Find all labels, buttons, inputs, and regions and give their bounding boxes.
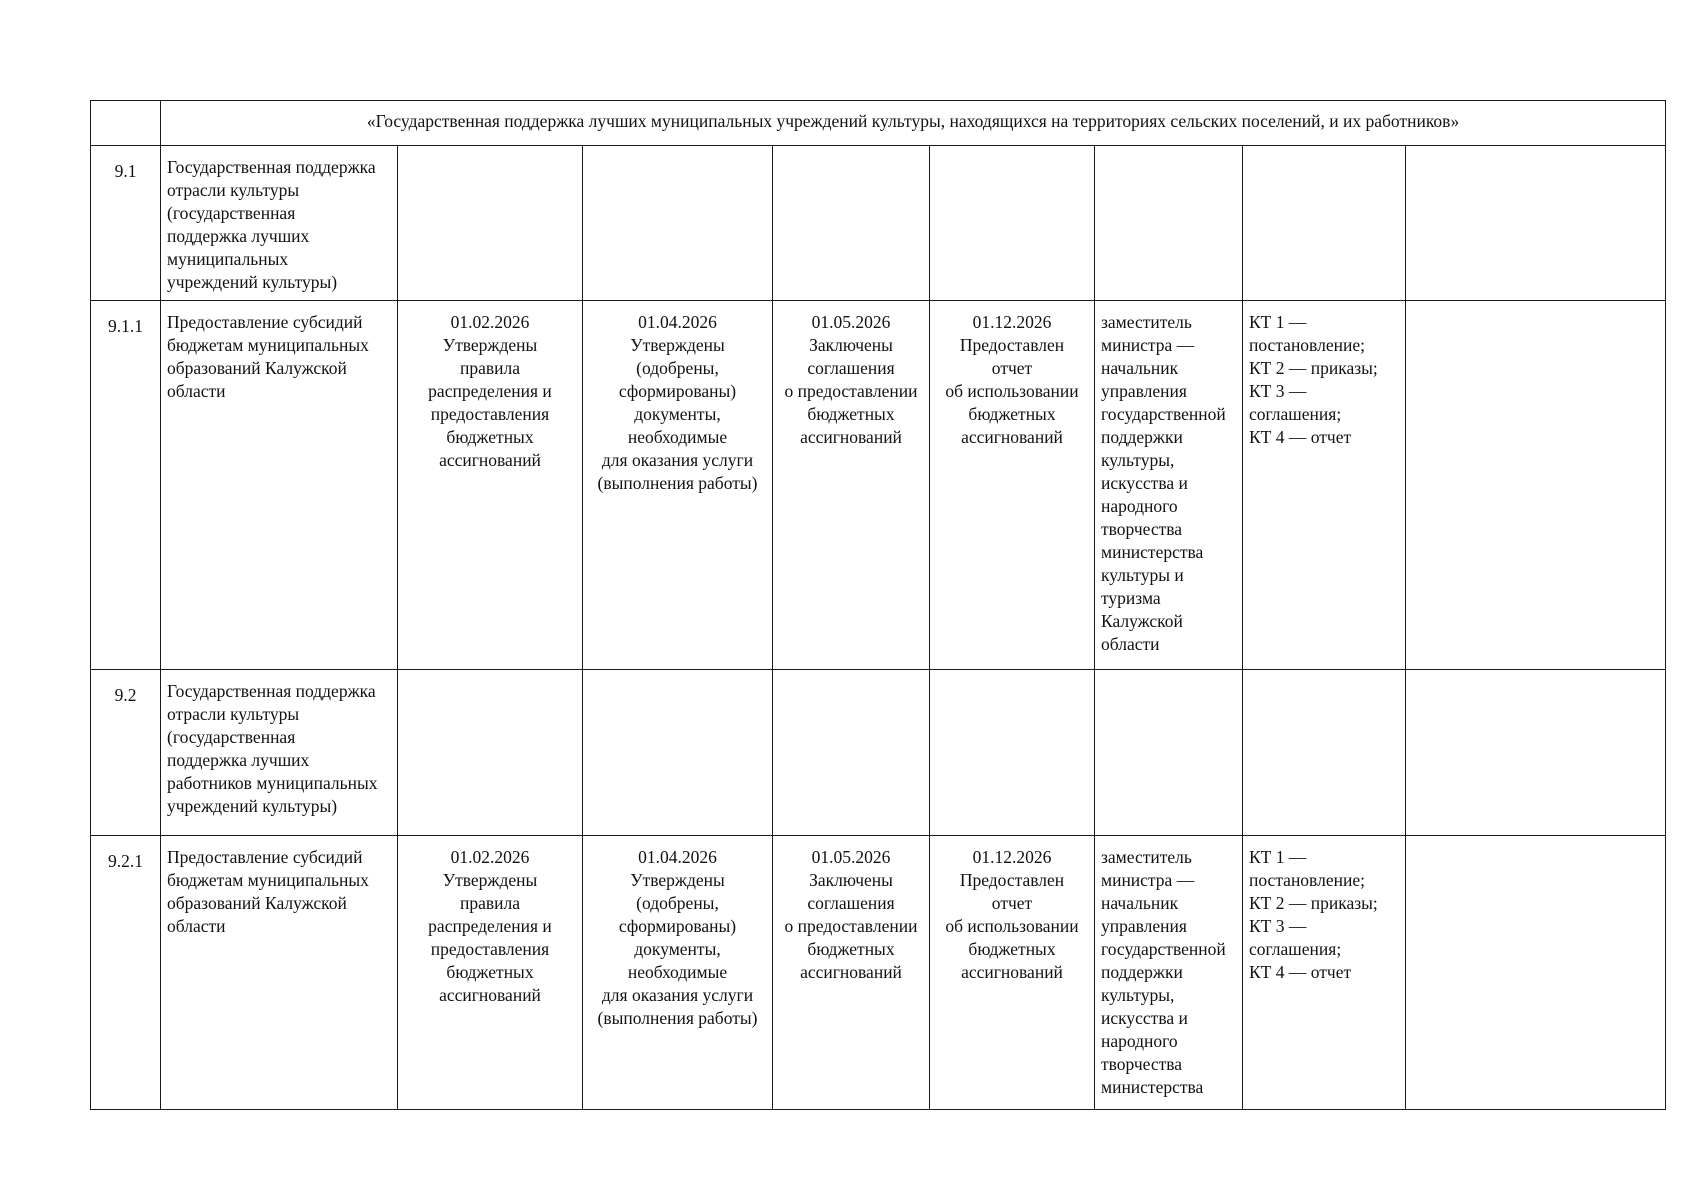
- empty-cell: [398, 670, 583, 836]
- checkpoint-text: для оказания услуги: [601, 450, 754, 470]
- row-name-cell: [161, 670, 398, 836]
- empty-cell: [398, 146, 583, 301]
- checkpoint-text: Заключены: [809, 335, 893, 355]
- checkpoint-date: 01.05.2026: [811, 847, 891, 867]
- document-line: КТ 2 — приказы;: [1249, 358, 1378, 378]
- responsible-line: культуры,: [1101, 985, 1175, 1005]
- checkpoint-text: Предоставлен: [959, 335, 1065, 355]
- responsible-line: Калужской: [1101, 611, 1183, 631]
- table-row: [91, 836, 1666, 1110]
- document-line: КТ 4 — отчет: [1249, 427, 1352, 447]
- responsible-line: искусства и: [1101, 1008, 1188, 1028]
- checkpoint-text: ассигнований: [800, 427, 902, 447]
- checkpoint-text: бюджетных: [446, 427, 534, 447]
- checkpoint-text: документы,: [634, 404, 721, 424]
- table-row: [91, 670, 1666, 836]
- checkpoint-text: ассигнований: [800, 962, 902, 982]
- document-line: КТ 2 — приказы;: [1249, 893, 1378, 913]
- checkpoint-text: бюджетных: [807, 939, 895, 959]
- checkpoint-text: распределения и: [428, 381, 552, 401]
- responsible-line: поддержки: [1101, 427, 1183, 447]
- row-name-line: работников муниципальных: [167, 773, 378, 793]
- responsible-line: туризма: [1101, 588, 1161, 608]
- checkpoint-2-cell: [583, 301, 773, 670]
- responsible-line: министра —: [1101, 335, 1195, 355]
- checkpoint-text: Заключены: [809, 870, 893, 890]
- checkpoint-text: бюджетных: [446, 962, 534, 982]
- empty-cell: [1406, 301, 1666, 670]
- checkpoint-text: бюджетных: [968, 939, 1056, 959]
- row-name-cell: [161, 146, 398, 301]
- document-line: КТ 3 —: [1249, 916, 1307, 936]
- responsible-line: искусства и: [1101, 473, 1188, 493]
- checkpoint-date: 01.02.2026: [450, 312, 530, 332]
- checkpoint-text: распределения и: [428, 916, 552, 936]
- responsible-line: управления: [1101, 381, 1187, 401]
- row-name-line: поддержка лучших: [167, 750, 310, 770]
- responsible-line: министра —: [1101, 870, 1195, 890]
- checkpoint-text: о предоставлении: [784, 916, 918, 936]
- checkpoint-1-cell: [398, 836, 583, 1110]
- checkpoint-text: сформированы): [618, 381, 737, 401]
- checkpoint-text: Утверждены: [630, 870, 725, 890]
- checkpoint-text: документы,: [634, 939, 721, 959]
- checkpoint-text: отчет: [991, 893, 1033, 913]
- responsible-line: заместитель: [1101, 312, 1192, 332]
- document-line: соглашения;: [1249, 404, 1342, 424]
- responsible-line: творчества: [1101, 1054, 1183, 1074]
- row-name-line: образований Калужской: [167, 358, 347, 378]
- row-name-line: Государственная поддержка: [167, 681, 376, 701]
- row-name-line: образований Калужской: [167, 893, 347, 913]
- documents-cell: [1243, 836, 1406, 1110]
- checkpoint-text: Утверждены: [442, 870, 538, 890]
- checkpoint-4-cell: [930, 836, 1095, 1110]
- document-line: КТ 1 —: [1249, 312, 1307, 332]
- row-name-line: области: [167, 916, 226, 936]
- checkpoint-text: ассигнований: [961, 427, 1063, 447]
- checkpoint-text: (выполнения работы): [597, 473, 758, 493]
- document-line: КТ 4 — отчет: [1249, 962, 1352, 982]
- checkpoint-text: соглашения: [807, 358, 895, 378]
- responsible-line: министерства: [1101, 542, 1204, 562]
- checkpoint-text: бюджетных: [807, 404, 895, 424]
- empty-cell: [930, 146, 1095, 301]
- row-number: 9.1: [91, 146, 161, 301]
- plan-table: [90, 100, 1666, 1110]
- empty-cell: [773, 146, 930, 301]
- document-line: постановление;: [1249, 870, 1365, 890]
- header-number-cell: [91, 101, 161, 146]
- checkpoint-text: об использовании: [945, 381, 1079, 401]
- section-title: «Государственная поддержка лучших муниципальных учреждений культуры, находящихся на территориях сельских поселений, и их работников»: [161, 101, 1666, 146]
- checkpoint-text: об использовании: [945, 916, 1079, 936]
- checkpoint-date: 01.12.2026: [972, 312, 1052, 332]
- row-name-line: бюджетам муниципальных: [167, 335, 369, 355]
- empty-cell: [1243, 670, 1406, 836]
- checkpoint-1-cell: [398, 301, 583, 670]
- row-name-line: отрасли культуры: [167, 180, 300, 200]
- document-line: соглашения;: [1249, 939, 1342, 959]
- checkpoint-text: необходимые: [627, 427, 728, 447]
- responsible-cell: [1095, 301, 1243, 670]
- responsible-line: народного: [1101, 496, 1178, 516]
- table-row: [91, 146, 1666, 301]
- document-line: КТ 1 —: [1249, 847, 1307, 867]
- checkpoint-text: Утверждены: [442, 335, 538, 355]
- checkpoint-text: (одобрены,: [636, 358, 719, 378]
- checkpoint-text: отчет: [991, 358, 1033, 378]
- row-name-line: бюджетам муниципальных: [167, 870, 369, 890]
- checkpoint-date: 01.05.2026: [811, 312, 891, 332]
- row-name-line: Предоставление субсидий: [167, 312, 363, 332]
- checkpoint-text: предоставления: [430, 404, 550, 424]
- row-name-cell: [161, 836, 398, 1110]
- responsible-line: государственной: [1101, 939, 1226, 959]
- checkpoint-text: для оказания услуги: [601, 985, 754, 1005]
- checkpoint-text: бюджетных: [968, 404, 1056, 424]
- empty-cell: [1243, 146, 1406, 301]
- empty-cell: [1095, 670, 1243, 836]
- document-line: КТ 3 —: [1249, 381, 1307, 401]
- row-name-cell: [161, 301, 398, 670]
- checkpoint-text: о предоставлении: [784, 381, 918, 401]
- empty-cell: [1406, 836, 1666, 1110]
- row-number: 9.1.1: [91, 301, 161, 670]
- checkpoint-3-cell: [773, 301, 930, 670]
- row-name-line: поддержка лучших: [167, 226, 310, 246]
- responsible-line: области: [1101, 634, 1160, 654]
- empty-cell: [773, 670, 930, 836]
- documents-cell: [1243, 301, 1406, 670]
- checkpoint-text: предоставления: [430, 939, 550, 959]
- responsible-cell: [1095, 836, 1243, 1110]
- row-number: 9.2: [91, 670, 161, 836]
- checkpoint-date: 01.12.2026: [972, 847, 1052, 867]
- responsible-line: поддержки: [1101, 962, 1183, 982]
- row-name-line: отрасли культуры: [167, 704, 300, 724]
- empty-cell: [1406, 670, 1666, 836]
- responsible-line: начальник: [1101, 893, 1179, 913]
- table-row: [91, 301, 1666, 670]
- checkpoint-text: (выполнения работы): [597, 1008, 758, 1028]
- section-header-row: [91, 101, 1666, 146]
- checkpoint-text: ассигнований: [439, 450, 541, 470]
- row-name-line: Предоставление субсидий: [167, 847, 363, 867]
- checkpoint-text: ассигнований: [439, 985, 541, 1005]
- empty-cell: [1406, 146, 1666, 301]
- checkpoint-text: правила: [459, 893, 520, 913]
- checkpoint-text: Предоставлен: [959, 870, 1065, 890]
- row-name-line: (государственная: [167, 727, 296, 747]
- checkpoint-4-cell: [930, 301, 1095, 670]
- row-name-line: учреждений культуры): [167, 796, 338, 816]
- row-name-line: муниципальных: [167, 249, 289, 269]
- responsible-line: культуры,: [1101, 450, 1175, 470]
- row-number: 9.2.1: [91, 836, 161, 1110]
- responsible-line: народного: [1101, 1031, 1178, 1051]
- responsible-line: государственной: [1101, 404, 1226, 424]
- row-name-line: Государственная поддержка: [167, 157, 376, 177]
- row-name-line: учреждений культуры): [167, 272, 338, 292]
- checkpoint-text: правила: [459, 358, 520, 378]
- row-name-line: области: [167, 381, 226, 401]
- checkpoint-3-cell: [773, 836, 930, 1110]
- checkpoint-date: 01.04.2026: [638, 312, 717, 332]
- checkpoint-date: 01.02.2026: [450, 847, 530, 867]
- checkpoint-text: соглашения: [807, 893, 895, 913]
- checkpoint-text: Утверждены: [630, 335, 725, 355]
- checkpoint-text: (одобрены,: [636, 893, 719, 913]
- checkpoint-text: необходимые: [627, 962, 728, 982]
- checkpoint-text: ассигнований: [961, 962, 1063, 982]
- empty-cell: [1095, 146, 1243, 301]
- row-name-line: (государственная: [167, 203, 296, 223]
- responsible-line: заместитель: [1101, 847, 1192, 867]
- responsible-line: начальник: [1101, 358, 1179, 378]
- checkpoint-date: 01.04.2026: [638, 847, 717, 867]
- document-line: постановление;: [1249, 335, 1365, 355]
- checkpoint-2-cell: [583, 836, 773, 1110]
- empty-cell: [930, 670, 1095, 836]
- responsible-line: министерства: [1101, 1077, 1204, 1097]
- responsible-line: управления: [1101, 916, 1187, 936]
- responsible-line: творчества: [1101, 519, 1183, 539]
- empty-cell: [583, 146, 773, 301]
- responsible-line: культуры и: [1101, 565, 1184, 585]
- checkpoint-text: сформированы): [618, 916, 737, 936]
- empty-cell: [583, 670, 773, 836]
